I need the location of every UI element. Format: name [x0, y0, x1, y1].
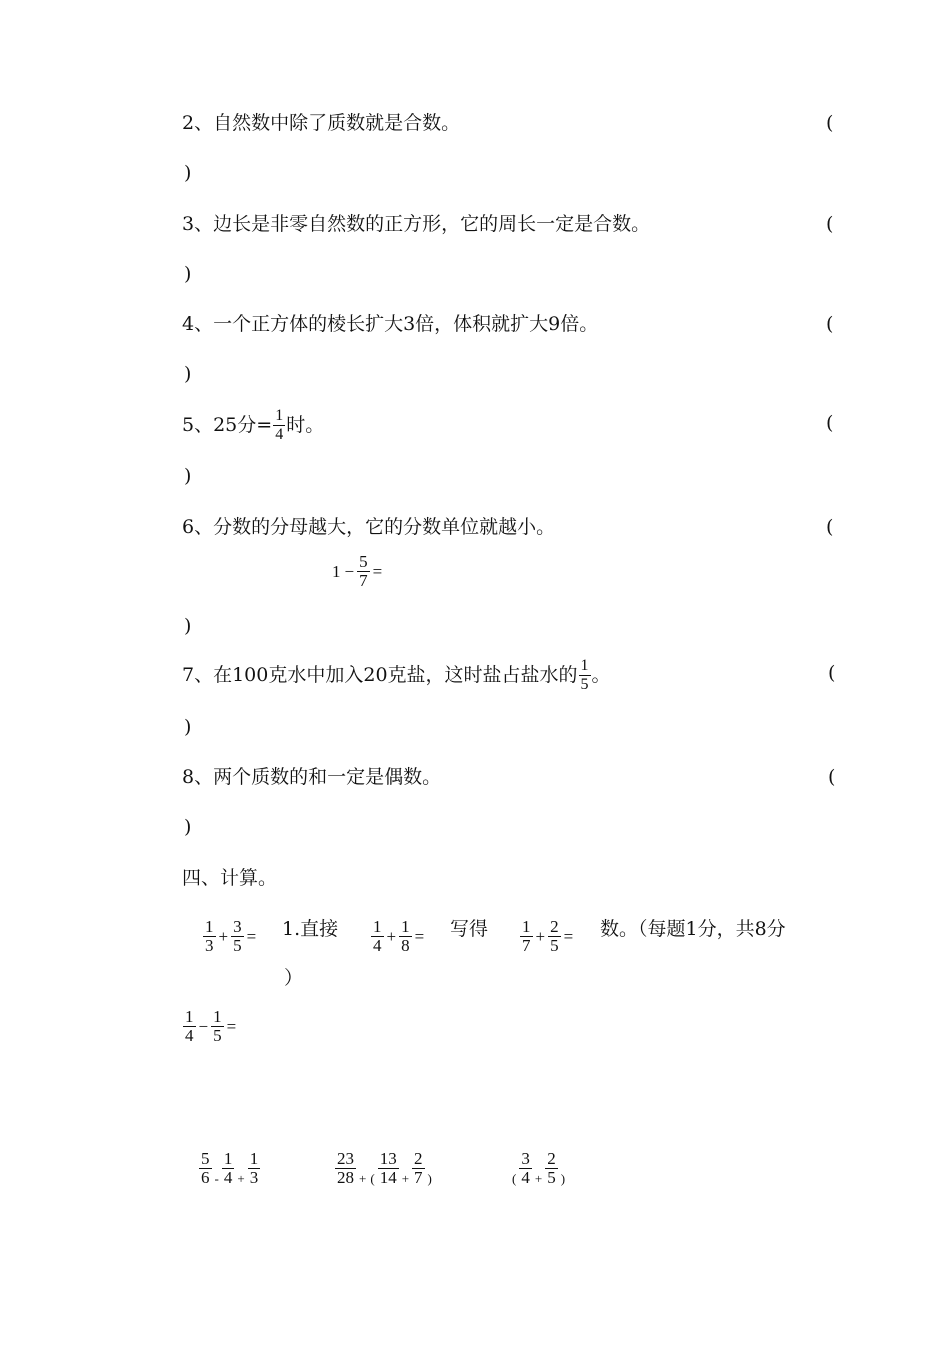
- calc-3-frac-b: [548, 918, 561, 955]
- calc-5-b-num: 1: [223, 1149, 233, 1168]
- calc-7-frac-a: [519, 1150, 532, 1187]
- calc-4-frac-b: [211, 1008, 224, 1045]
- calc-3-eq: =: [563, 926, 574, 946]
- calc-7-right-paren: ): [560, 1171, 566, 1186]
- item-6-text: 6、分数的分母越大，它的分数单位就越小。: [182, 516, 556, 538]
- calc-3-a-num: 1: [522, 917, 531, 936]
- item-3-open-paren: (: [826, 213, 834, 235]
- calc-5-c-num: 1: [249, 1149, 259, 1168]
- calc-6-frac-b: [378, 1150, 399, 1187]
- item-4-text: 4、一个正方体的棱长扩大3倍，体积就扩大9倍。: [182, 313, 599, 335]
- item-7-fraction: [579, 657, 591, 694]
- item-4-open-paren: (: [826, 313, 834, 335]
- stray-equals: =: [372, 561, 383, 581]
- calc-1-b-den: 5: [233, 936, 242, 955]
- calc-3-b-num: 2: [550, 917, 559, 936]
- calc-4-b-num: 1: [213, 1007, 222, 1026]
- calc-6-frac-c: [412, 1150, 425, 1187]
- calc-6-c-num: 2: [414, 1149, 423, 1168]
- calc-7-a-num: 3: [521, 1149, 530, 1168]
- instruction-part-1: 1.直接: [282, 918, 339, 940]
- calc-5-op2: +: [237, 1171, 245, 1186]
- calc-6-left-paren: (: [370, 1171, 375, 1186]
- stray-fraction: [357, 553, 370, 590]
- calc-2: [370, 918, 426, 955]
- item-5-suffix: 时。: [286, 414, 325, 436]
- calc-6-op1: +: [359, 1171, 367, 1186]
- calc-6-b-num: 13: [379, 1149, 397, 1168]
- item-8-text: 8、两个质数的和一定是偶数。: [182, 766, 442, 788]
- stray-expression: [330, 553, 384, 590]
- item-7-prefix: 7、在100克水中加入20克盐，这时盐占盐水的: [182, 664, 578, 686]
- calc-5: [198, 1150, 261, 1187]
- item-7: [182, 650, 611, 700]
- calc-6-frac-a: [335, 1150, 356, 1187]
- calc-1-b-num: 3: [233, 917, 242, 936]
- calc-7-op: +: [534, 1171, 543, 1186]
- section-4-heading: 四、计算。: [182, 867, 278, 889]
- item-8-close-paren: ): [184, 816, 192, 838]
- item-2-close-paren: ): [184, 162, 192, 184]
- stray-frac-denominator: 7: [359, 571, 368, 590]
- calc-4-b-den: 5: [213, 1026, 222, 1045]
- calc-3: [519, 918, 575, 955]
- calc-1-frac-b: [231, 918, 244, 955]
- calc-2-eq: =: [414, 926, 425, 946]
- item-6-close-paren: ): [184, 615, 192, 637]
- calc-7-a-den: 4: [521, 1168, 530, 1187]
- calc-4-op: −: [198, 1016, 209, 1036]
- item-5-close-paren: ): [184, 465, 192, 487]
- calc-5-b-den: 4: [223, 1168, 233, 1187]
- item-5-fraction: [273, 407, 285, 444]
- instruction-part-3: 数。（每题1分，共8分: [600, 918, 786, 940]
- item-5-frac-denominator: 4: [275, 425, 284, 443]
- item-4-close-paren: ): [184, 363, 192, 385]
- calc-1-frac-a: [203, 918, 216, 955]
- item-5-frac-numerator: 1: [275, 406, 284, 424]
- item-5: [182, 400, 324, 450]
- calc-5-c-den: 3: [249, 1168, 259, 1187]
- item-6-open-paren: (: [826, 516, 834, 538]
- calc-5-frac-c: [248, 1150, 261, 1187]
- item-7-open-paren: (: [828, 662, 836, 684]
- stray-frac-numerator: 5: [359, 552, 368, 571]
- calc-5-frac-a: [199, 1150, 212, 1187]
- calc-6: [334, 1150, 434, 1187]
- calc-7-b-num: 2: [547, 1149, 556, 1168]
- calc-3-op: +: [535, 926, 546, 946]
- item-7-close-paren: ): [184, 716, 192, 738]
- calc-7-left-paren: (: [512, 1171, 517, 1186]
- item-3-close-paren: ): [184, 263, 192, 285]
- item-2-open-paren: (: [826, 112, 834, 134]
- item-5-open-paren: (: [826, 412, 834, 434]
- calc-6-op2: +: [401, 1171, 410, 1186]
- calc-3-frac-a: [520, 918, 533, 955]
- calc-5-a-den: 6: [201, 1168, 210, 1187]
- calc-5-op1: -: [214, 1171, 219, 1186]
- item-5-prefix: 5、25分=: [182, 414, 273, 436]
- instruction-part-4: ）: [284, 967, 304, 989]
- calc-2-frac-b: [399, 918, 412, 955]
- calc-4-frac-a: [183, 1008, 196, 1045]
- calc-2-frac-a: [371, 918, 384, 955]
- item-7-suffix: 。: [591, 664, 611, 686]
- calc-7-frac-b: [545, 1150, 558, 1187]
- item-7-frac-denominator: 5: [580, 675, 589, 693]
- item-3-text: 3、边长是非零自然数的正方形，它的周长一定是合数。: [182, 213, 651, 235]
- stray-minus: −: [344, 561, 355, 581]
- calc-6-b-den: 14: [379, 1168, 397, 1187]
- calc-4-a-num: 1: [185, 1007, 194, 1026]
- calc-1-eq: =: [246, 926, 257, 946]
- item-2-text: 2、自然数中除了质数就是合数。: [182, 112, 461, 134]
- item-8-open-paren: (: [828, 766, 836, 788]
- calc-5-a-num: 5: [201, 1149, 210, 1168]
- calc-6-a-num: 23: [337, 1149, 354, 1168]
- calc-6-right-paren: ): [427, 1171, 432, 1186]
- calc-4-a-den: 4: [185, 1026, 194, 1045]
- calc-4: [182, 1008, 238, 1045]
- calc-2-a-num: 1: [373, 917, 382, 936]
- calc-2-a-den: 4: [373, 936, 382, 955]
- calc-6-a-den: 28: [337, 1168, 354, 1187]
- calc-2-b-num: 1: [401, 917, 410, 936]
- calc-4-eq: =: [226, 1016, 237, 1036]
- calc-2-b-den: 8: [401, 936, 410, 955]
- calc-3-b-den: 5: [550, 936, 559, 955]
- calc-7-b-den: 5: [547, 1168, 556, 1187]
- calc-7: [510, 1150, 567, 1187]
- calc-5-frac-b: [222, 1150, 235, 1187]
- calc-1-a-den: 3: [205, 936, 214, 955]
- calc-1: [202, 918, 258, 955]
- instruction-part-2: 写得: [450, 918, 489, 940]
- item-7-frac-numerator: 1: [580, 656, 589, 674]
- stray-whole: 1: [332, 561, 341, 581]
- calc-1-a-num: 1: [205, 917, 214, 936]
- calc-2-op: +: [386, 926, 397, 946]
- calc-1-op: +: [218, 926, 229, 946]
- calc-3-a-den: 7: [522, 936, 531, 955]
- calc-6-c-den: 7: [414, 1168, 423, 1187]
